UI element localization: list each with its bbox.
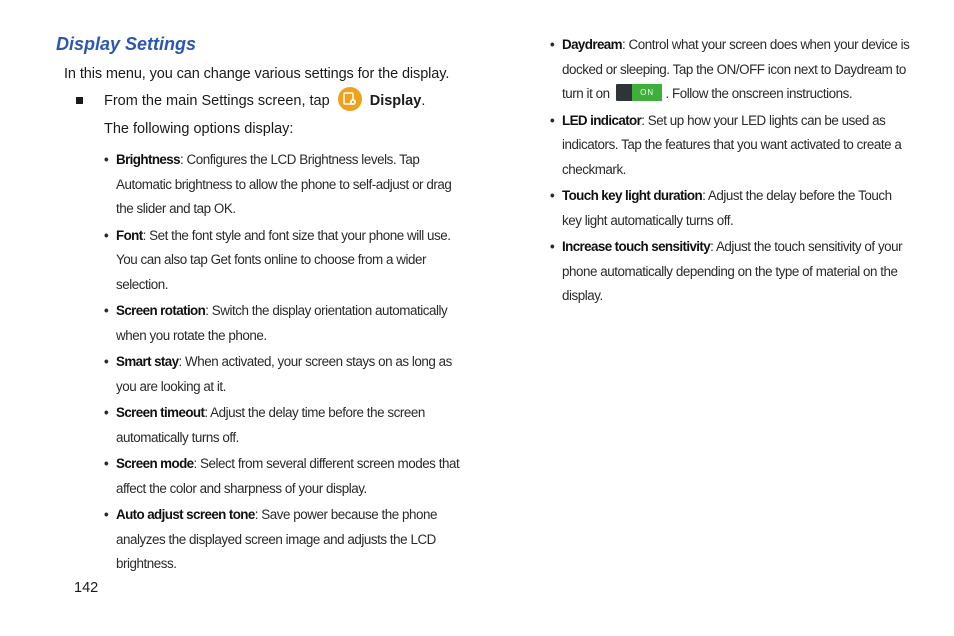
square-bullet-icon <box>76 97 83 104</box>
list-item-screen-rotation <box>104 299 464 348</box>
item-term: Screen timeout <box>116 405 205 420</box>
list-item-smart-stay <box>104 350 464 399</box>
item-term: Screen rotation <box>116 303 206 318</box>
item-text: : Set up how your LED lights can be used as indicators. Tap the features that you want activated to create a checkmark. <box>562 112 902 177</box>
item-term: Screen mode <box>116 456 194 471</box>
section-title: Display Settings <box>56 34 197 54</box>
item-term: Brightness <box>116 152 180 167</box>
list-item-screen-mode <box>104 452 464 501</box>
item-term: Font <box>116 227 143 243</box>
on-toggle-icon <box>616 84 662 101</box>
bullet: • <box>550 37 555 52</box>
item-text: : Adjust the delay time before the screen automatically turns off. <box>116 405 425 445</box>
bullet: • <box>550 112 555 128</box>
bullet: • <box>550 188 555 203</box>
step-instruction <box>76 90 496 112</box>
right-options-list <box>550 33 912 311</box>
step-suffix: . <box>421 93 426 109</box>
item-term: Increase touch sensitivity <box>562 239 711 254</box>
list-item-font <box>104 224 464 298</box>
follow-text: The following options display: <box>104 121 294 137</box>
list-item-led-indicator <box>550 109 912 183</box>
item-text: : Adjust the delay before the Touch key light automatically turns off. <box>562 188 892 228</box>
step-target: Display <box>369 93 422 109</box>
bullet: • <box>104 354 109 369</box>
bullet: • <box>104 227 109 243</box>
step-prefix: From the main Settings screen, tap <box>104 93 330 109</box>
list-item-brightness <box>104 148 464 222</box>
display-settings-icon <box>338 87 362 111</box>
page-number: 142 <box>74 580 99 596</box>
item-term: Touch key light duration <box>562 188 703 203</box>
item-text: : Configures the LCD Brightness levels. Tap Automatic brightness to allow the phone to self-adjust or drag the slider and tap OK. <box>116 152 452 216</box>
bullet: • <box>550 239 555 254</box>
item-term: Smart stay <box>116 354 179 369</box>
left-options-list <box>104 148 464 579</box>
item-term: LED indicator <box>562 112 642 128</box>
item-text: : When activated, your screen stays on as long as you are looking at it. <box>116 354 452 394</box>
item-text: : Set the font style and font size that your phone will use. You can also tap Get fonts online to choose from a wider selection. <box>116 227 451 292</box>
list-item-screen-timeout <box>104 401 464 450</box>
intro-text: In this menu, you can change various settings for the display. <box>64 66 450 82</box>
bullet: • <box>104 152 109 167</box>
bullet: • <box>104 507 109 522</box>
item-term: Daydream <box>562 37 622 52</box>
item-text: : Adjust the touch sensitivity of your phone automatically depending on the type of material on the display. <box>562 239 903 303</box>
item-term: Auto adjust screen tone <box>116 507 255 522</box>
bullet: • <box>104 303 109 318</box>
item-text: : Switch the display orientation automatically when you rotate the phone. <box>116 303 448 343</box>
item-text: : Control what your screen does when your device is docked or sleeping. Tap the ON/OFF icon next to Daydream to turn it on <box>562 37 910 101</box>
bullet: • <box>104 456 109 471</box>
list-item-touch-key-light-duration <box>550 184 912 233</box>
toggle-label: ON <box>632 84 662 101</box>
bullet: • <box>104 405 109 420</box>
list-item-increase-touch-sensitivity <box>550 235 912 309</box>
list-item-auto-adjust-screen-tone <box>104 503 464 577</box>
item-text: : Save power because the phone analyzes the displayed screen image and adjusts the LCD brightness. <box>116 507 438 571</box>
item-text: : Select from several different screen modes that affect the color and sharpness of your display. <box>116 456 460 496</box>
item-text-after: . Follow the onscreen instructions. <box>665 86 853 101</box>
list-item-daydream <box>550 33 912 107</box>
